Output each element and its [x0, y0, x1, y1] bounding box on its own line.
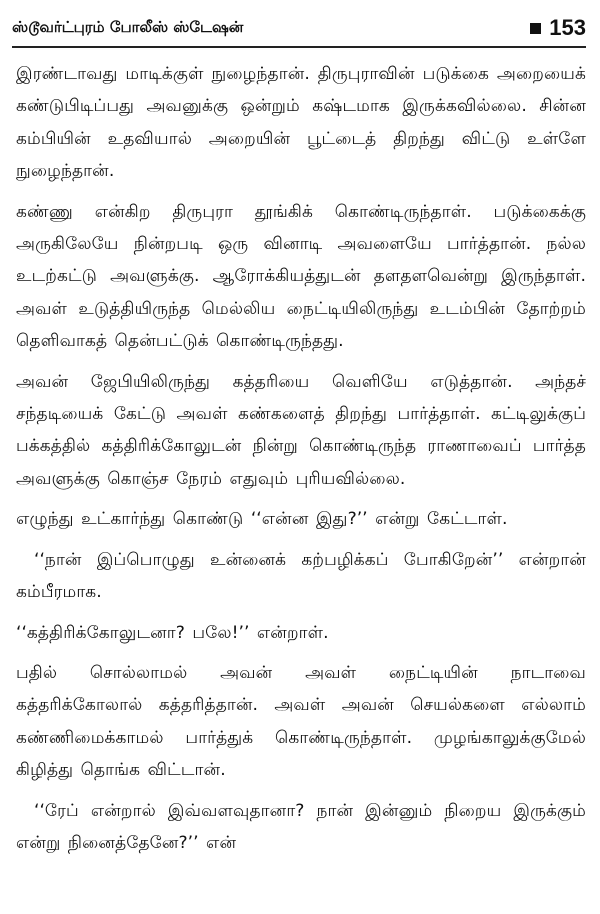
paragraph: எழுந்து உட்கார்ந்து கொண்டு ‘‘என்ன இது?’’ என்று கேட்டாள்.: [16, 509, 508, 530]
running-header: [12, 10, 586, 48]
body-text: [16, 58, 586, 867]
header-right: [530, 15, 586, 41]
paragraph: ‘‘நான் இப்பொழுது உன்னைக் கற்பழிக்கப் போகிறேன்’’ என்றான் கம்பீரமாக.: [16, 549, 586, 603]
paragraph: ‘‘கத்திரிக்கோலுடனா? பலே!’’ என்றாள்.: [16, 622, 329, 643]
square-bullet-icon: [530, 23, 541, 34]
paragraph: ‘‘ரேப் என்றால் இவ்வளவுதானா? நான் இன்னும் நிறைய இருக்கும் என்று நினைத்தேனே?’’ என்: [16, 800, 586, 853]
header-title: ஸ்டூவர்ட்புரம் போலீஸ் ஸ்டேஷன்: [12, 18, 244, 36]
page-number: 153: [549, 15, 586, 40]
paragraph: பதில் சொல்லாமல் அவன் அவள் நைட்டியின் நாடாவை கத்தரிக்கோலால் கத்தரித்தான். அவள் அவன் செயல்களை எல்லாம் கண்ணிமைக்காமல் பார்த்துக் கொண்டிருந்தாள். முழங்காலுக்குமேல் கிழித்து தொங்க விட்டான்.: [16, 662, 586, 781]
paragraph: கண்ணு என்கிற திருபுரா தூங்கிக் கொண்டிருந்தாள். படுக்கைக்கு அருகிலேயே நின்றபடி ஒரு வினாடி அவளையே பார்த்தான். நல்ல உடற்கட்டு அவளுக்கு. ஆரோக்கியத்துடன் தளதளவென்று இருந்தாள். அவள் உடுத்தியிருந்த மெல்லிய நைட்டியிலிருந்து உடம்பின் தோற்றம் தெளிவாகத் தென்பட்டுக் கொண்டிருந்தது.: [16, 201, 586, 352]
paragraph: இரண்டாவது மாடிக்குள் நுழைந்தான். திருபுராவின் படுக்கை அறையைக் கண்டுபிடிப்பது அவனுக்கு ஒன்றும் கஷ்டமாக இருக்கவில்லை. சின்ன கம்பியின் உதவியால் அறையின் பூட்டைத் திறந்து விட்டு உள்ளே நுழைந்தான்.: [16, 64, 586, 182]
paragraph: அவன் ஜேபியிலிருந்து கத்தரியை வெளியே எடுத்தான். அந்தச் சந்தடியைக் கேட்டு அவள் கண்களைத் திறந்து பார்த்தாள். கட்டிலுக்குப் பக்கத்தில் கத்திரிக்கோலுடன் நின்று கொண்டிருந்த ராணாவைப் பார்த்த அவளுக்கு கொஞ்ச நேரம் எதுவும் புரியவில்லை.: [16, 371, 586, 489]
